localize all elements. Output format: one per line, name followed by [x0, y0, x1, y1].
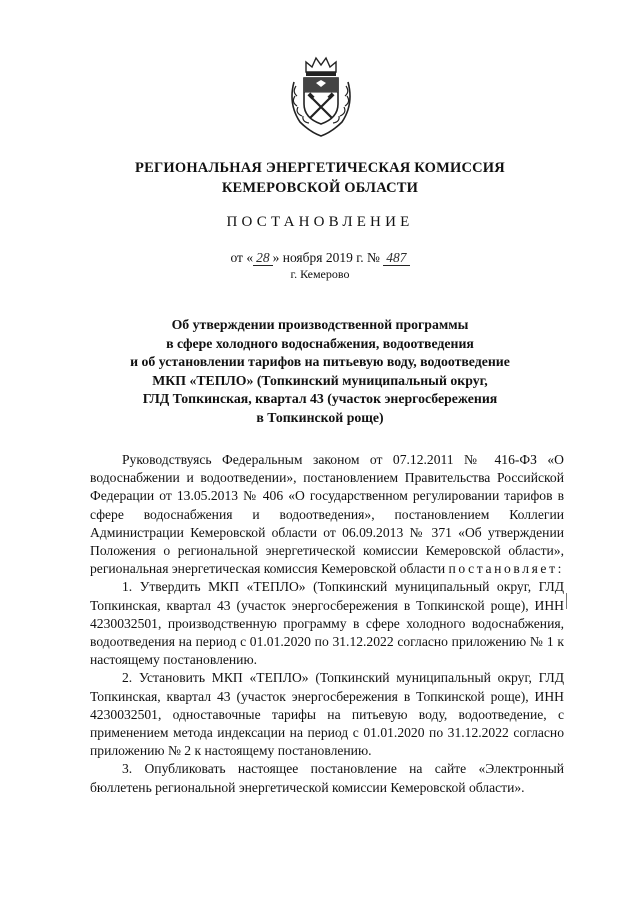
- title-line: в сфере холодного водоснабжения, водоотведения: [166, 335, 474, 351]
- organization-name-line-1: РЕГИОНАЛЬНАЯ ЭНЕРГЕТИЧЕСКАЯ КОМИССИЯ: [135, 160, 505, 176]
- document-date-line: [40, 250, 600, 266]
- margin-mark: [566, 593, 569, 609]
- kemerovo-coat-of-arms-icon: [286, 52, 356, 138]
- city: г. Кемерово: [290, 267, 350, 281]
- handwritten-number: 487: [383, 251, 409, 266]
- title-line: в Топкинской роще): [256, 409, 384, 425]
- document-title: [60, 316, 580, 428]
- title-line: и об установлении тарифов на питьевую воду, водоотведение: [130, 354, 510, 370]
- title-line: ГЛД Топкинская, квартал 43 (участок энергосбережения: [142, 391, 498, 407]
- resolution-verb: постановляет:: [448, 561, 564, 577]
- item-1: 1. Утвердить МКП «ТЕПЛО» (Топкинский муниципальный округ, ГЛД Топкинская, квартал 43 (участок энергосбережения в Топкинской роще), ИНН 4230032501, производственную программу в сфере холодного водоснабжения, водоотведения на период с 01.01.2020 по 31.12.2022 согласно приложению № 1 к настоящему постановлению.: [90, 579, 564, 668]
- handwritten-day: 28: [253, 251, 273, 266]
- document-body: [90, 451, 564, 797]
- item-3: 3. Опубликовать настоящее постановление на сайте «Электронный бюллетень региональной энергетической комиссии Кемеровской области».: [90, 761, 564, 795]
- document-type: ПОСТАНОВЛЕНИЕ: [226, 214, 414, 230]
- intro-paragraph: [90, 451, 564, 578]
- intro-text: Руководствуясь Федеральным законом от 07.12.2011 № 416-ФЗ «О водоснабжении и водоотведении», постановлением Правительства Российской Федерации от 13.05.2013 № 406 «О государственном регулировании тарифов в сфере водоснабжения и водоотведения», постановлением Коллегии Администрации Кемеровской области от 06.09.2013 № 371 «Об утверждении Положения о региональной энергетической комиссии Кемеровской области», региональная энергетическая комиссия Кемеровской области: [90, 452, 564, 577]
- title-line: Об утверждении производственной программы: [171, 317, 469, 332]
- title-line: МКП «ТЕПЛО» (Топкинский муниципальный округ,: [152, 372, 488, 388]
- item-2: 2. Установить МКП «ТЕПЛО» (Топкинский муниципальный округ, ГЛД Топкинская, квартал 43 (участок энергосбережения в Топкинской роще), ИНН 4230032501, одноставочные тарифы на питьевую воду, водоотведение, с применением метода индексации на период с 01.01.2020 по 31.12.2022 согласно приложению № 2 к настоящему постановлению.: [90, 670, 564, 759]
- date-month-year: » ноября 2019 г. №: [272, 250, 380, 265]
- organization-name-line-2: КЕМЕРОВСКОЙ ОБЛАСТИ: [221, 180, 419, 196]
- date-prefix: от «: [230, 250, 254, 265]
